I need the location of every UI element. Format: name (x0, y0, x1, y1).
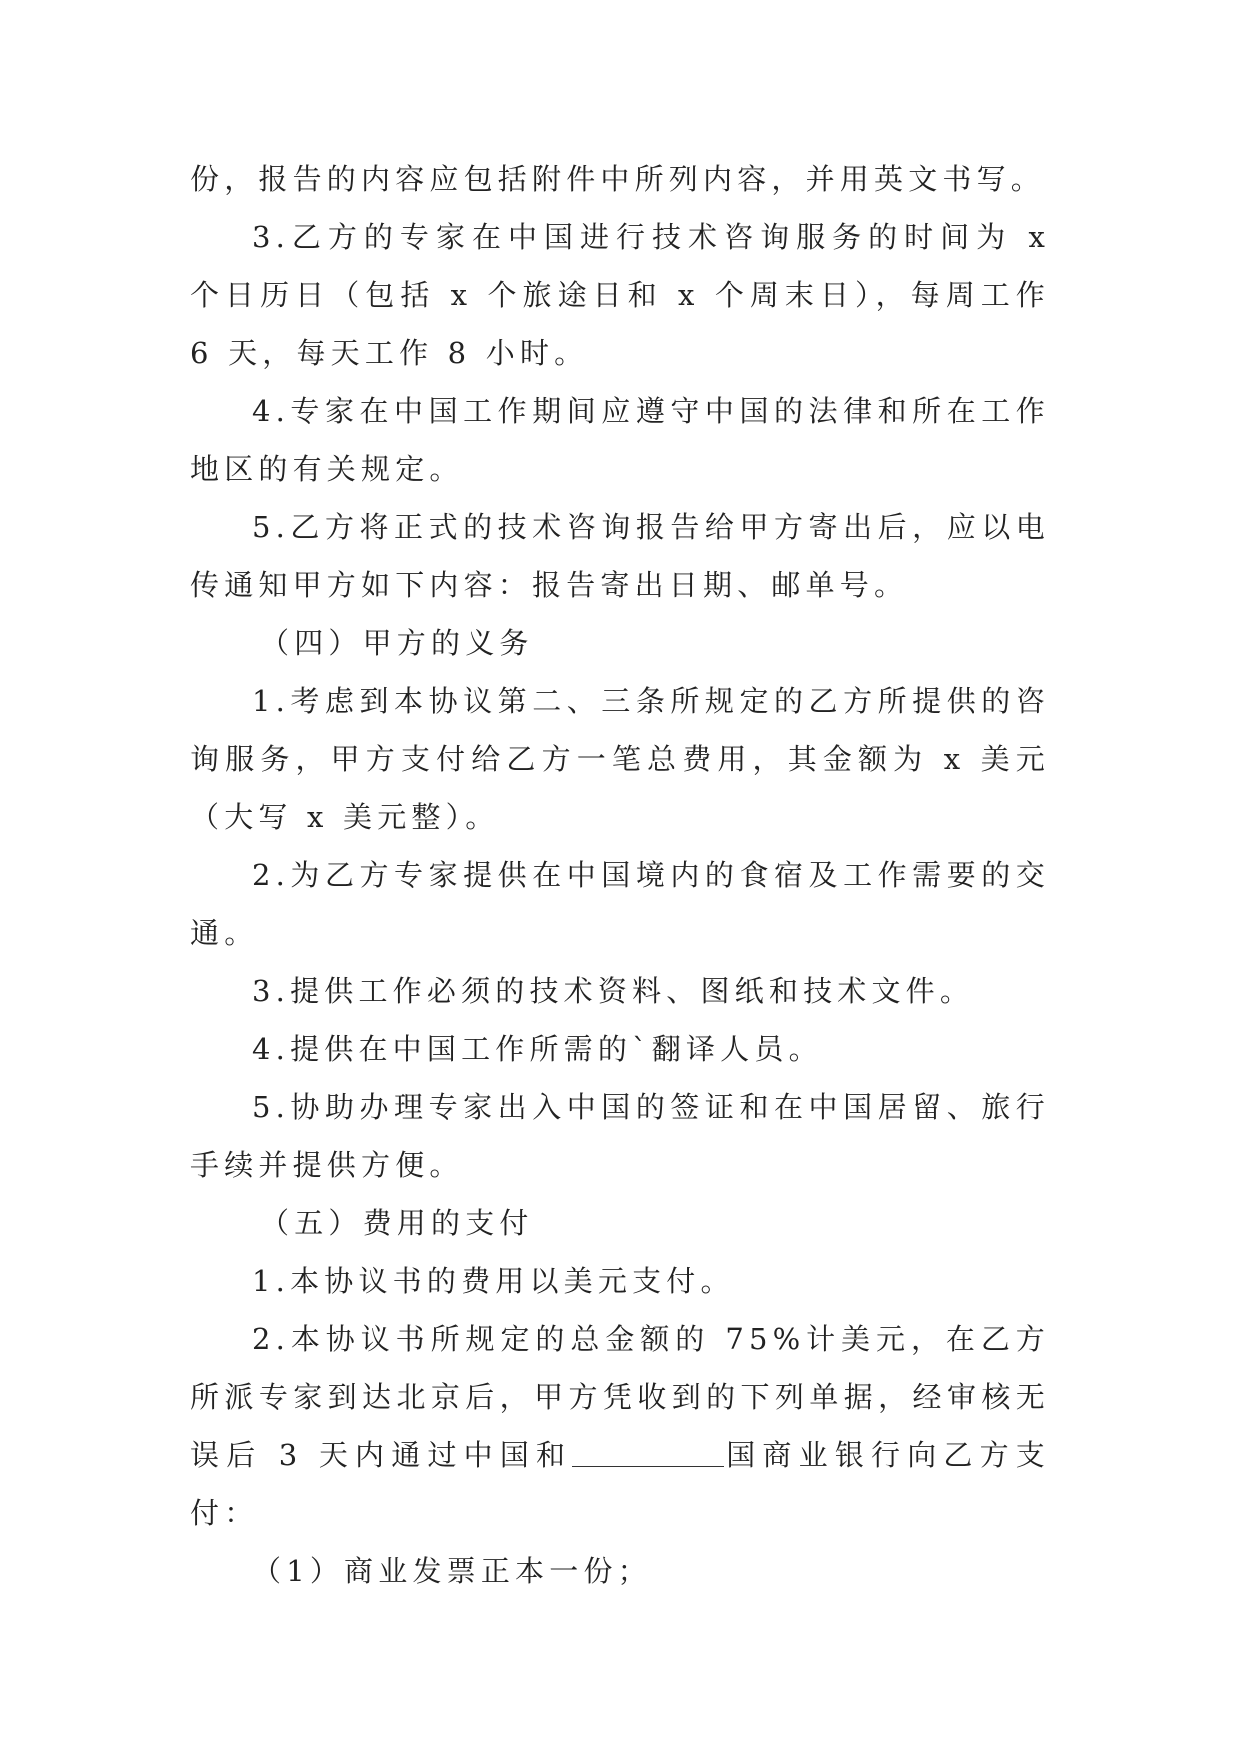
paragraph-payment-terms (190, 1310, 1050, 1542)
payment-terms-text-start: 2.本协议书所规定的总金额的 75%计美元，在乙方所派专家到达北京后，甲方凭收到的下列单据，经审核无误后 3 天内通过中国和 (190, 1322, 1050, 1472)
section-heading-party-a-obligations: （四）甲方的义务 (260, 626, 534, 660)
payment-terms-text-end: 国商业银行向乙方支付： (190, 1438, 1050, 1530)
paragraph-translators: 4.提供在中国工作所需的`翻译人员。 (252, 1032, 823, 1066)
paragraph-comply-laws: 4.专家在中国工作期间应遵守中国的法律和所在工作地区的有关规定。 (190, 394, 1050, 486)
paragraph-currency: 1.本协议书的费用以美元支付。 (252, 1264, 735, 1298)
paragraph-visa-assistance: 5.协助办理专家出入中国的签证和在中国居留、旅行手续并提供方便。 (190, 1090, 1050, 1182)
paragraph-commercial-invoice: （1）商业发票正本一份； (252, 1554, 652, 1588)
paragraph-report-notice: 5.乙方将正式的技术咨询报告给甲方寄出后，应以电传通知甲方如下内容：报告寄出日期、邮单号。 (190, 510, 1050, 602)
document-page (190, 150, 1050, 1600)
paragraph-technical-materials: 3.提供工作必须的技术资料、图纸和技术文件。 (252, 974, 975, 1008)
paragraph-continuation: 份，报告的内容应包括附件中所列内容，并用英文书写。 (190, 162, 1046, 196)
section-heading-fee-payment: （五）费用的支付 (260, 1206, 534, 1240)
paragraph-total-fee: 1.考虑到本协议第二、三条所规定的乙方所提供的咨询服务，甲方支付给乙方一笔总费用，其金额为 x 美元（大写 x 美元整）。 (190, 684, 1050, 834)
bank-country-blank (572, 1436, 724, 1467)
paragraph-lodging-transport: 2.为乙方专家提供在中国境内的食宿及工作需要的交通。 (190, 858, 1050, 950)
paragraph-consulting-time: 3.乙方的专家在中国进行技术咨询服务的时间为 x 个日历日（包括 x 个旅途日和 x 个周末日），每周工作 6 天，每天工作 8 小时。 (190, 220, 1050, 370)
